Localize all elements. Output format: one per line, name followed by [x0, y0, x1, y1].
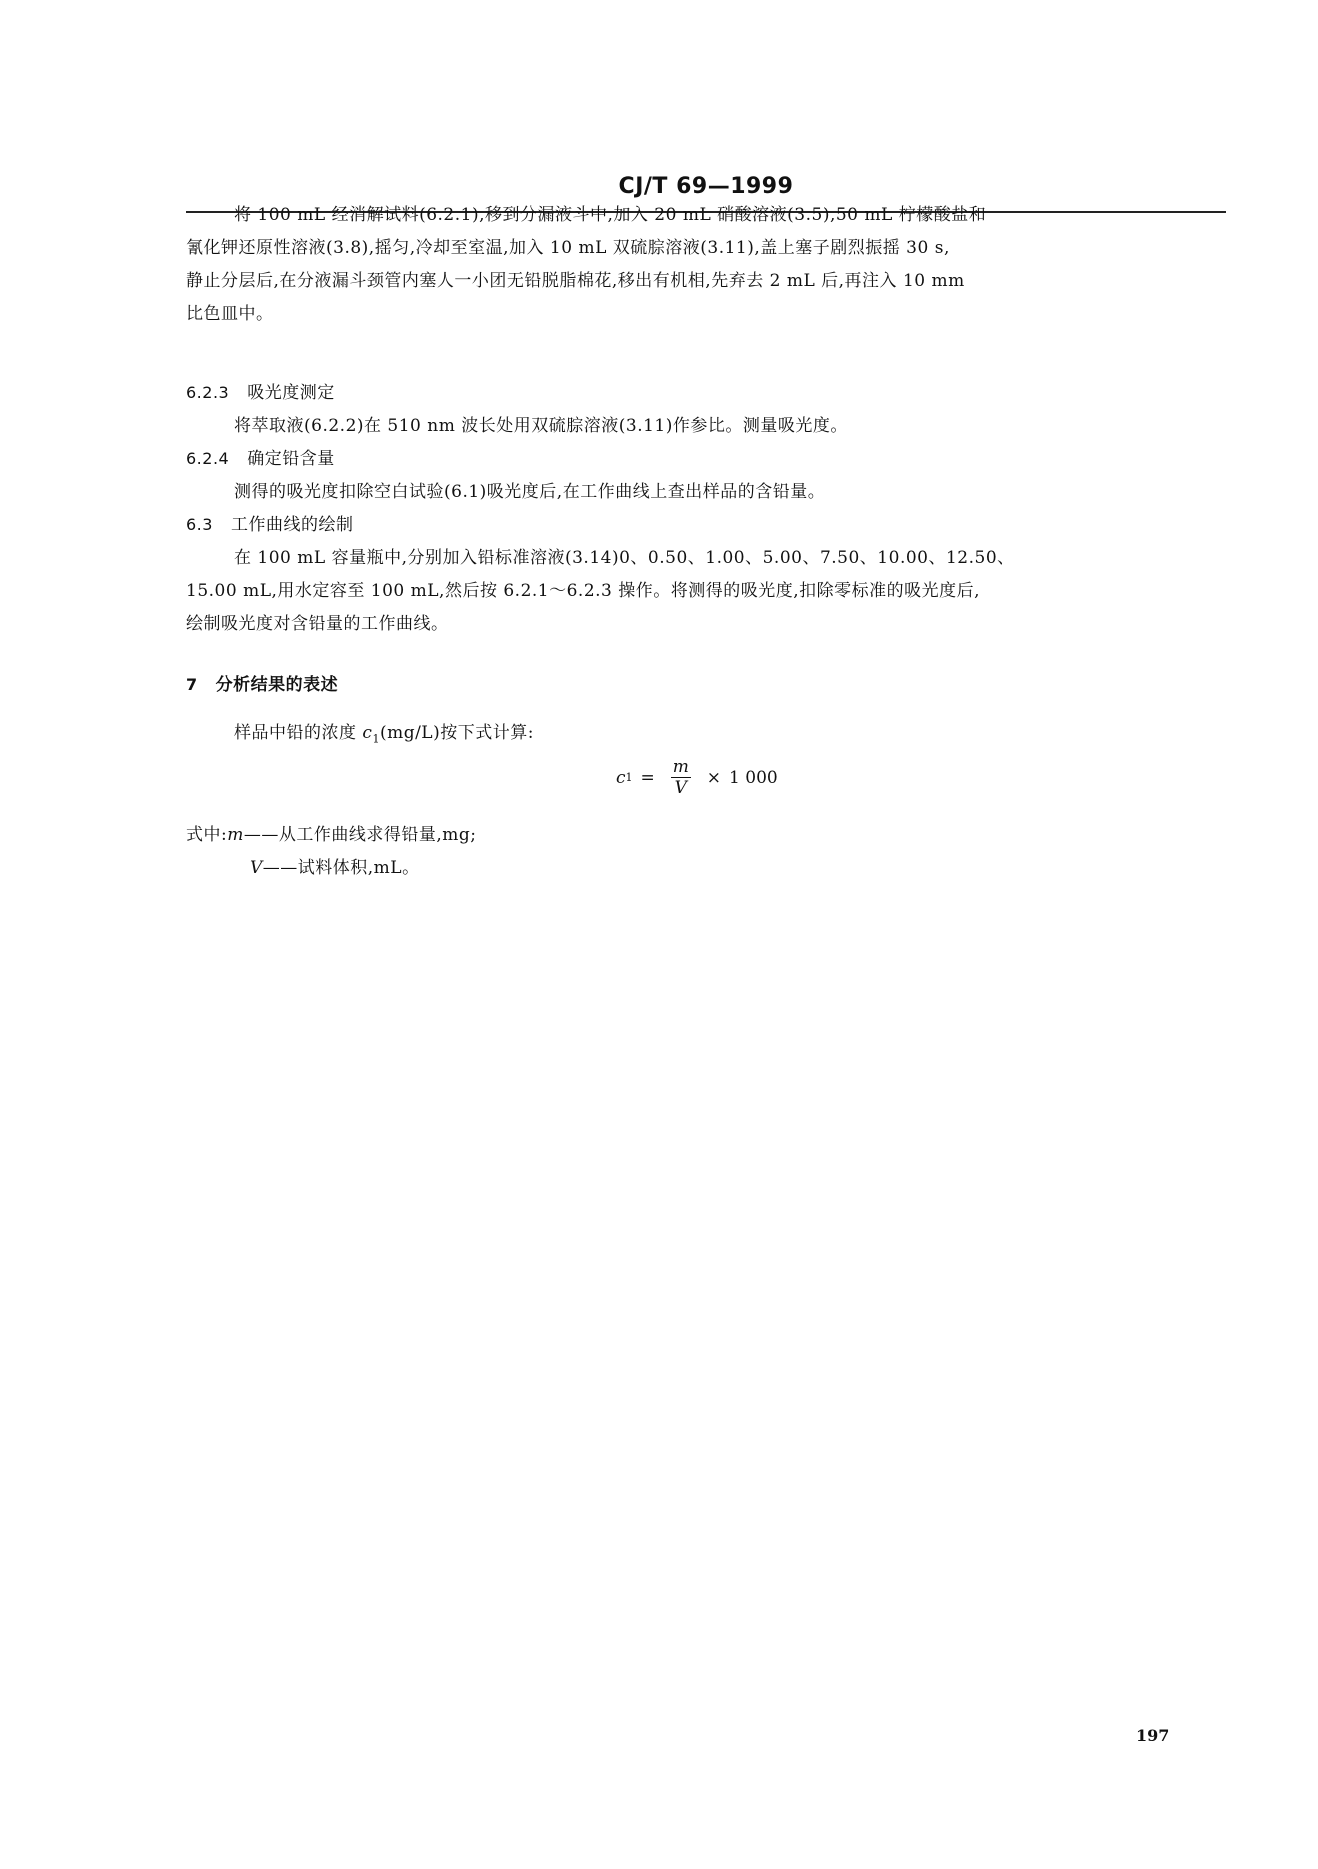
section-text-line-2: 15.00 mL,用水定容至 100 mL,然后按 6.2.1～6.2.3 操作。将测得的吸光度,扣除零标准的吸光度后,	[186, 581, 981, 601]
section-heading	[186, 670, 338, 695]
page-header-standard-code: CJ/T 69—1999	[618, 174, 794, 199]
section-text: 测得的吸光度扣除空白试验(6.1)吸光度后,在工作曲线上查出样品的含铅量。	[234, 482, 826, 502]
section-number: 7	[186, 675, 198, 694]
legend-prefix: 式中:	[186, 825, 228, 845]
section-number: 6.2.4	[186, 449, 230, 468]
intro-line-4: 比色皿中。	[186, 304, 274, 324]
concentration-subscript: 1	[372, 732, 380, 746]
section-text-line-3: 绘制吸光度对含铅量的工作曲线。	[186, 614, 449, 634]
intro-line-3: 静止分层后,在分液漏斗颈管内塞人一小团无铅脱脂棉花,移出有机相,先弃去 2 mL 后,再注入 10 mm	[186, 271, 965, 291]
concentration-formula	[616, 758, 778, 797]
intro-line-2: 氰化钾还原性溶液(3.8),摇匀,冷却至室温,加入 10 mL 双硫腙溶液(3.11),盖上塞子剧烈振摇 30 s,	[186, 238, 950, 258]
intro-suffix: (mg/L)按下式计算:	[379, 723, 534, 743]
formula-factor: 1 000	[729, 767, 778, 788]
legend-line-m	[186, 820, 477, 845]
legend-v-description: ——试料体积,mL。	[262, 858, 420, 878]
page-number: 197	[1136, 1726, 1170, 1745]
formula-times: ×	[706, 767, 722, 788]
section-number: 6.2.3	[186, 383, 230, 402]
formula-fraction	[671, 758, 691, 797]
section-intro	[234, 718, 534, 745]
formula-denominator: V	[674, 778, 687, 798]
section-heading	[186, 510, 353, 535]
formula-lhs-subscript: 1	[625, 771, 633, 784]
intro-prefix: 样品中铅的浓度	[234, 723, 363, 743]
legend-line-v	[250, 853, 420, 878]
intro-line-1: 将 100 mL 经消解试料(6.2.1),移到分漏液斗中,加入 20 mL 硝酸溶液(3.5),50 mL 柠檬酸盐和	[234, 205, 987, 225]
concentration-variable: c	[362, 723, 373, 743]
formula-equals: =	[640, 767, 655, 788]
formula-numerator: m	[672, 757, 689, 777]
section-title: 确定铅含量	[247, 449, 335, 469]
section-text-line-1: 在 100 mL 容量瓶中,分别加入铅标准溶液(3.14)0、0.50、1.00、5.00、7.50、10.00、12.50、	[234, 548, 1015, 568]
section-title: 分析结果的表述	[215, 675, 339, 695]
legend-m-variable: m	[227, 825, 244, 845]
section-number: 6.3	[186, 515, 213, 534]
section-text: 将萃取液(6.2.2)在 510 nm 波长处用双硫腙溶液(3.11)作参比。测量吸光度。	[234, 416, 848, 436]
legend-m-description: ——从工作曲线求得铅量,mg;	[243, 825, 477, 845]
section-heading	[186, 444, 335, 469]
legend-v-variable: V	[250, 858, 263, 878]
formula-lhs-variable: c	[616, 767, 626, 788]
section-title: 工作曲线的绘制	[230, 515, 354, 535]
section-title: 吸光度测定	[247, 383, 335, 403]
section-heading	[186, 378, 335, 403]
